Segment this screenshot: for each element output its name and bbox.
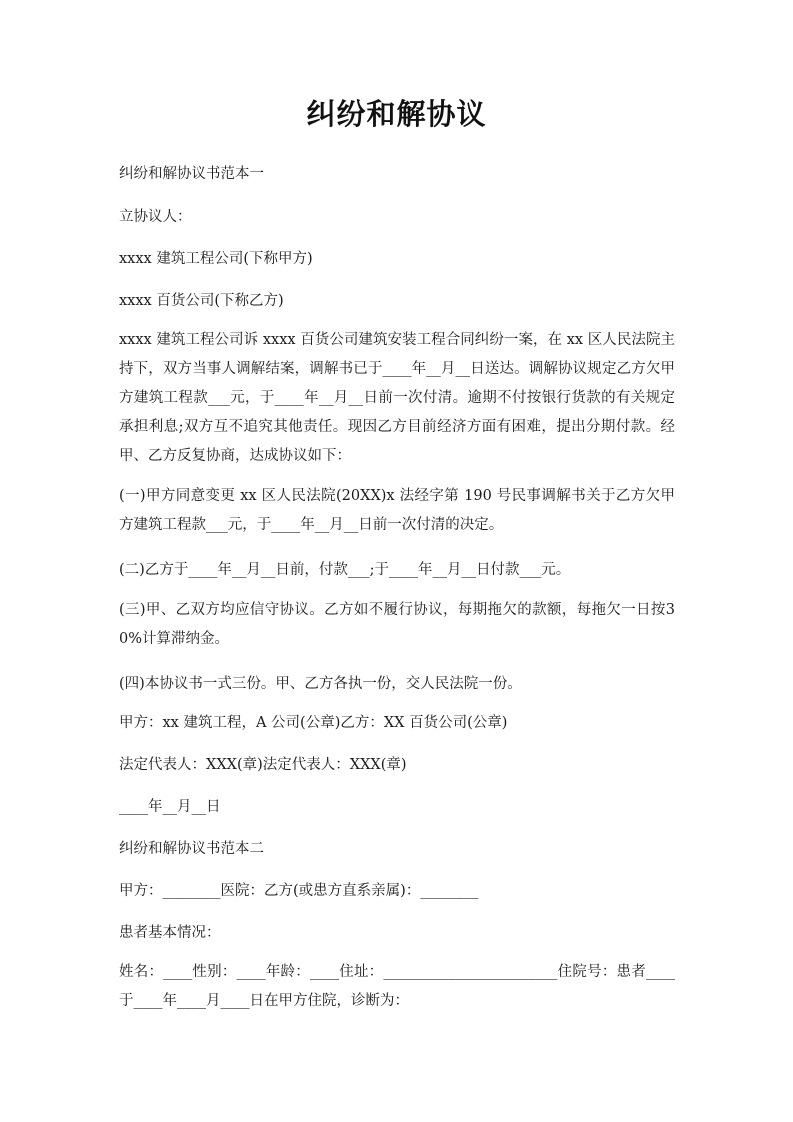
paragraph-signatories: 甲方：xx 建筑工程，A 公司(公章)乙方：XX 百货公司(公章) [119,715,508,731]
paragraph-legal-representatives: 法定代表人：XXX(章)法定代表人：XXX(章) [119,757,407,773]
paragraph-party-b: xxxx 百货公司(下称乙方) [119,293,284,309]
paragraph-sample-one-heading: 纠纷和解协议书范本一 [119,166,264,182]
paragraph-hospital-parties: 甲方：________医院：乙方(或患方直系亲属)：________ [119,883,479,899]
paragraph-clause-three: (三)甲、乙双方均应信守协议。乙方如不履行协议，每期拖欠的款额，每拖欠一日按30%计算滞纳金。 [119,602,675,647]
paragraph-clause-four: (四)本协议书一式三份。甲、乙方各执一份，交人民法院一份。 [119,676,522,692]
paragraph-background: xxxx 建筑工程公司诉 xxxx 百货公司建筑安装工程合同纠纷一案，在 xx 区人民法院主持下，双方当事人调解结案，调解书已于____年__月__日送达。调解协议规定乙方欠甲方建筑工程款___元，于____年__月__日前一次付清。逾期不付按银行货款的有关规定承担利息;双方互不追究其他责任。现因乙方目前经济方面有困难，提出分期付款。经甲、乙方反复协商，达成协议如下： [119,332,675,464]
paragraph-clause-two: (二)乙方于____年__月__日前，付款___;于____年__月__日付款___元。 [119,562,571,578]
paragraph-patient-info-label: 患者基本情况： [119,925,221,941]
paragraph-clause-one: (一)甲方同意变更 xx 区人民法院(20XX)x 法经字第 190 号民事调解书关于乙方欠甲方建筑工程款___元，于____年__月__日前一次付清的决定。 [119,488,675,533]
paragraph-party-a: xxxx 建筑工程公司(下称甲方) [119,251,313,267]
paragraph-date: ____年__月__日 [119,799,221,815]
paragraph-patient-details: 姓名：____性别：____年龄：____住址：________________________住院号：患者____于____年____月____日在甲方住院，诊断为： [119,964,675,1009]
document-title: 纠纷和解协议 [306,97,487,131]
paragraph-sample-two-heading: 纠纷和解协议书范本二 [119,841,264,857]
paragraph-parties-label: 立协议人： [119,209,192,225]
